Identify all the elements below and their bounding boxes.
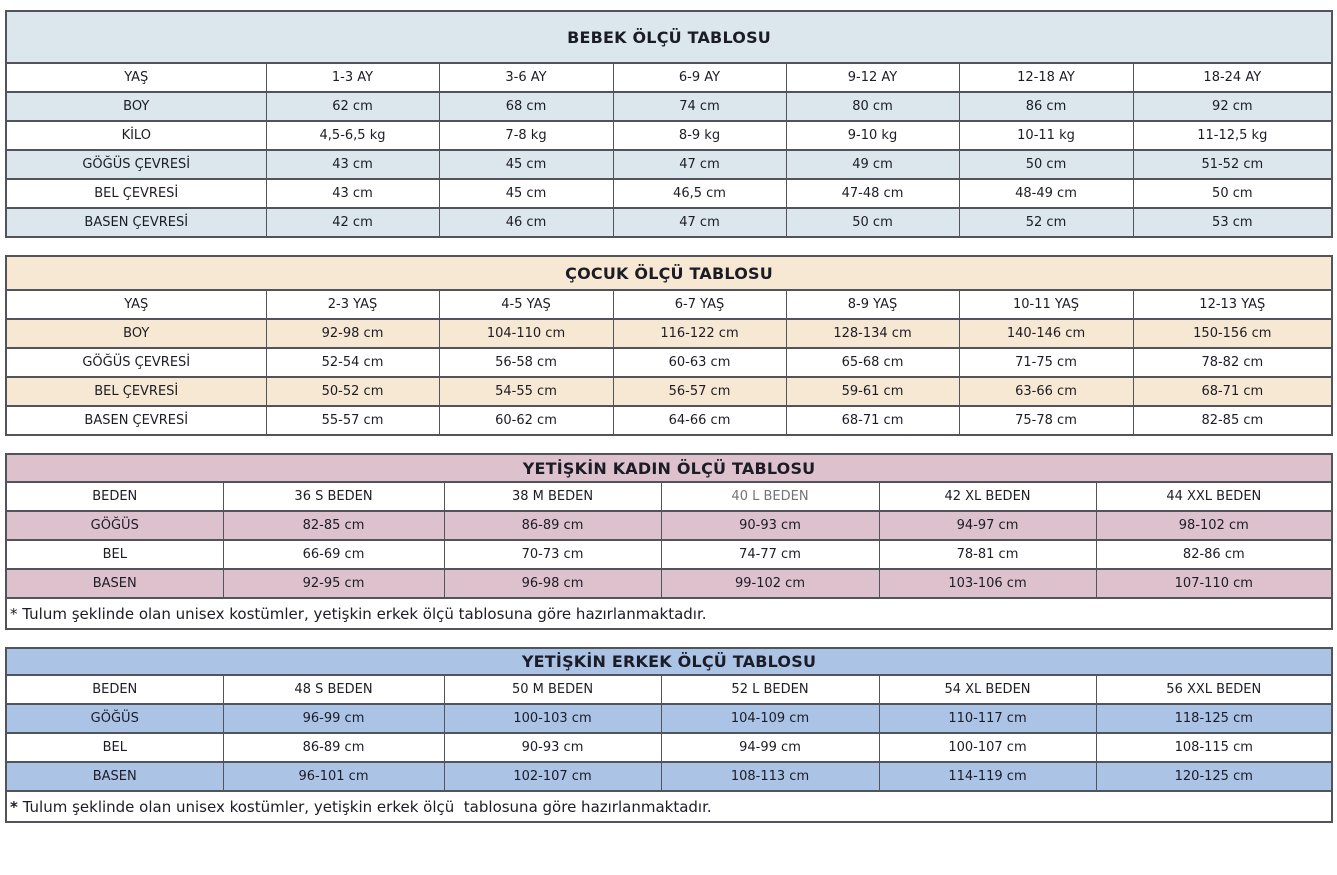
column-header: 44 XXL BEDEN bbox=[1096, 482, 1332, 511]
measurement-cell: 82-86 cm bbox=[1096, 540, 1332, 569]
measurement-cell: 82-85 cm bbox=[1133, 406, 1332, 435]
measurement-cell: 86-89 cm bbox=[444, 511, 661, 540]
row-label: BEDEN bbox=[6, 675, 223, 704]
measurement-cell: 94-99 cm bbox=[661, 733, 879, 762]
row-label: BOY bbox=[6, 319, 266, 348]
column-header: 8-9 YAŞ bbox=[786, 290, 959, 319]
measurement-cell: 47 cm bbox=[613, 150, 786, 179]
measurement-cell: 56-57 cm bbox=[613, 377, 786, 406]
column-header: 56 XXL BEDEN bbox=[1096, 675, 1332, 704]
measurement-cell: 108-113 cm bbox=[661, 762, 879, 791]
row-label: GÖĞÜS ÇEVRESİ bbox=[6, 348, 266, 377]
header-row bbox=[6, 675, 1332, 704]
measurement-cell: 140-146 cm bbox=[959, 319, 1133, 348]
measurement-cell: 8-9 kg bbox=[613, 121, 786, 150]
measurement-cell: 108-115 cm bbox=[1096, 733, 1332, 762]
measurement-cell: 99-102 cm bbox=[661, 569, 879, 598]
table-row bbox=[6, 733, 1332, 762]
measurement-cell: 10-11 kg bbox=[959, 121, 1133, 150]
measurement-cell: 55-57 cm bbox=[266, 406, 439, 435]
table-row bbox=[6, 348, 1332, 377]
measurement-cell: 47-48 cm bbox=[786, 179, 959, 208]
measurement-cell: 150-156 cm bbox=[1133, 319, 1332, 348]
table-title: BEBEK ÖLÇÜ TABLOSU bbox=[6, 11, 1332, 63]
column-header: 50 M BEDEN bbox=[444, 675, 661, 704]
row-label: BASEN ÇEVRESİ bbox=[6, 208, 266, 237]
table-row bbox=[6, 511, 1332, 540]
row-label: GÖĞÜS ÇEVRESİ bbox=[6, 150, 266, 179]
measurement-cell: 92 cm bbox=[1133, 92, 1332, 121]
row-label: BEL ÇEVRESİ bbox=[6, 179, 266, 208]
measurement-cell: 54-55 cm bbox=[439, 377, 613, 406]
measurement-cell: 53 cm bbox=[1133, 208, 1332, 237]
footnote-asterisk: * bbox=[10, 797, 18, 816]
footnote-text: Tulum şeklinde olan unisex kostümler, yetişkin erkek ölçü tablosuna göre hazırlanmaktadır. bbox=[22, 604, 707, 623]
measurement-cell: 92-98 cm bbox=[266, 319, 439, 348]
column-header: 10-11 YAŞ bbox=[959, 290, 1133, 319]
column-header: 12-18 AY bbox=[959, 63, 1133, 92]
row-label: YAŞ bbox=[6, 63, 266, 92]
table-row bbox=[6, 92, 1332, 121]
table-row bbox=[6, 179, 1332, 208]
measurement-cell: 102-107 cm bbox=[444, 762, 661, 791]
measurement-cell: 78-82 cm bbox=[1133, 348, 1332, 377]
row-label: KİLO bbox=[6, 121, 266, 150]
measurement-cell: 90-93 cm bbox=[444, 733, 661, 762]
measurement-cell: 43 cm bbox=[266, 150, 439, 179]
measurement-cell: 118-125 cm bbox=[1096, 704, 1332, 733]
measurement-cell: 86 cm bbox=[959, 92, 1133, 121]
measurement-cell: 96-101 cm bbox=[223, 762, 444, 791]
measurement-cell: 104-110 cm bbox=[439, 319, 613, 348]
measurement-cell: 52 cm bbox=[959, 208, 1133, 237]
measurement-cell: 42 cm bbox=[266, 208, 439, 237]
yetiskin-erkek-olcu-tablosu bbox=[5, 647, 1333, 823]
measurement-cell: 45 cm bbox=[439, 179, 613, 208]
table-row bbox=[6, 406, 1332, 435]
measurement-cell: 7-8 kg bbox=[439, 121, 613, 150]
measurement-cell: 80 cm bbox=[786, 92, 959, 121]
row-label: YAŞ bbox=[6, 290, 266, 319]
column-header: 6-9 AY bbox=[613, 63, 786, 92]
measurement-cell: 107-110 cm bbox=[1096, 569, 1332, 598]
column-header: 12-13 YAŞ bbox=[1133, 290, 1332, 319]
table-title: YETİŞKİN KADIN ÖLÇÜ TABLOSU bbox=[6, 454, 1332, 482]
row-label: BEL bbox=[6, 540, 223, 569]
measurement-cell: 50 cm bbox=[1133, 179, 1332, 208]
row-label: BASEN ÇEVRESİ bbox=[6, 406, 266, 435]
measurement-cell: 94-97 cm bbox=[879, 511, 1096, 540]
measurement-cell: 96-99 cm bbox=[223, 704, 444, 733]
table-row bbox=[6, 150, 1332, 179]
table-row bbox=[6, 121, 1332, 150]
yetiskin-kadin-olcu-tablosu bbox=[5, 453, 1333, 630]
measurement-cell: 50 cm bbox=[786, 208, 959, 237]
bebek-olcu-tablosu bbox=[5, 10, 1333, 238]
measurement-cell: 50-52 cm bbox=[266, 377, 439, 406]
table-footnote bbox=[6, 598, 1332, 629]
measurement-cell: 114-119 cm bbox=[879, 762, 1096, 791]
footnote-asterisk: * bbox=[10, 604, 18, 623]
row-label: BEL ÇEVRESİ bbox=[6, 377, 266, 406]
row-label: BEL bbox=[6, 733, 223, 762]
column-header: 18-24 AY bbox=[1133, 63, 1332, 92]
measurement-cell: 52-54 cm bbox=[266, 348, 439, 377]
table-row bbox=[6, 208, 1332, 237]
measurement-cell: 9-10 kg bbox=[786, 121, 959, 150]
column-header: 1-3 AY bbox=[266, 63, 439, 92]
measurement-cell: 60-63 cm bbox=[613, 348, 786, 377]
measurement-cell: 100-107 cm bbox=[879, 733, 1096, 762]
measurement-cell: 51-52 cm bbox=[1133, 150, 1332, 179]
measurement-cell: 43 cm bbox=[266, 179, 439, 208]
column-header: 3-6 AY bbox=[439, 63, 613, 92]
measurement-cell: 74 cm bbox=[613, 92, 786, 121]
measurement-cell: 116-122 cm bbox=[613, 319, 786, 348]
measurement-cell: 90-93 cm bbox=[661, 511, 879, 540]
measurement-cell: 120-125 cm bbox=[1096, 762, 1332, 791]
measurement-cell: 78-81 cm bbox=[879, 540, 1096, 569]
column-header: 4-5 YAŞ bbox=[439, 290, 613, 319]
column-header: 2-3 YAŞ bbox=[266, 290, 439, 319]
measurement-cell: 86-89 cm bbox=[223, 733, 444, 762]
table-row bbox=[6, 762, 1332, 791]
measurement-cell: 64-66 cm bbox=[613, 406, 786, 435]
measurement-cell: 70-73 cm bbox=[444, 540, 661, 569]
column-header: 42 XL BEDEN bbox=[879, 482, 1096, 511]
table-title: ÇOCUK ÖLÇÜ TABLOSU bbox=[6, 256, 1332, 290]
table-row bbox=[6, 569, 1332, 598]
measurement-cell: 98-102 cm bbox=[1096, 511, 1332, 540]
measurement-cell: 49 cm bbox=[786, 150, 959, 179]
table-row bbox=[6, 704, 1332, 733]
header-row bbox=[6, 63, 1332, 92]
measurement-cell: 45 cm bbox=[439, 150, 613, 179]
header-row bbox=[6, 290, 1332, 319]
measurement-cell: 47 cm bbox=[613, 208, 786, 237]
measurement-cell: 11-12,5 kg bbox=[1133, 121, 1332, 150]
measurement-cell: 46 cm bbox=[439, 208, 613, 237]
measurement-cell: 66-69 cm bbox=[223, 540, 444, 569]
measurement-cell: 74-77 cm bbox=[661, 540, 879, 569]
column-header: 9-12 AY bbox=[786, 63, 959, 92]
measurement-cell: 104-109 cm bbox=[661, 704, 879, 733]
table-footnote bbox=[6, 791, 1332, 822]
measurement-cell: 59-61 cm bbox=[786, 377, 959, 406]
column-header: 54 XL BEDEN bbox=[879, 675, 1096, 704]
row-label: BASEN bbox=[6, 762, 223, 791]
row-label: GÖĞÜS bbox=[6, 511, 223, 540]
measurement-cell: 48-49 cm bbox=[959, 179, 1133, 208]
column-header: 52 L BEDEN bbox=[661, 675, 879, 704]
measurement-cell: 110-117 cm bbox=[879, 704, 1096, 733]
measurement-cell: 46,5 cm bbox=[613, 179, 786, 208]
column-header: 6-7 YAŞ bbox=[613, 290, 786, 319]
measurement-cell: 68-71 cm bbox=[1133, 377, 1332, 406]
measurement-cell: 100-103 cm bbox=[444, 704, 661, 733]
measurement-cell: 4,5-6,5 kg bbox=[266, 121, 439, 150]
row-label: BEDEN bbox=[6, 482, 223, 511]
measurement-cell: 68-71 cm bbox=[786, 406, 959, 435]
measurement-cell: 68 cm bbox=[439, 92, 613, 121]
measurement-cell: 103-106 cm bbox=[879, 569, 1096, 598]
table-title: YETİŞKİN ERKEK ÖLÇÜ TABLOSU bbox=[6, 648, 1332, 675]
measurement-cell: 71-75 cm bbox=[959, 348, 1133, 377]
measurement-cell: 62 cm bbox=[266, 92, 439, 121]
column-header: 38 M BEDEN bbox=[444, 482, 661, 511]
footnote-text: Tulum şeklinde olan unisex kostümler, yetişkin erkek ölçü tablosuna göre hazırlanmaktadır. bbox=[22, 797, 712, 816]
header-row bbox=[6, 482, 1332, 511]
measurement-cell: 65-68 cm bbox=[786, 348, 959, 377]
measurement-cell: 75-78 cm bbox=[959, 406, 1133, 435]
table-row bbox=[6, 377, 1332, 406]
column-header: 48 S BEDEN bbox=[223, 675, 444, 704]
measurement-cell: 82-85 cm bbox=[223, 511, 444, 540]
column-header: 36 S BEDEN bbox=[223, 482, 444, 511]
measurement-cell: 56-58 cm bbox=[439, 348, 613, 377]
measurement-cell: 50 cm bbox=[959, 150, 1133, 179]
row-label: GÖĞÜS bbox=[6, 704, 223, 733]
column-header: 40 L BEDEN bbox=[661, 482, 879, 511]
measurement-cell: 128-134 cm bbox=[786, 319, 959, 348]
row-label: BOY bbox=[6, 92, 266, 121]
measurement-cell: 96-98 cm bbox=[444, 569, 661, 598]
table-row bbox=[6, 540, 1332, 569]
measurement-cell: 60-62 cm bbox=[439, 406, 613, 435]
table-row bbox=[6, 319, 1332, 348]
measurement-cell: 92-95 cm bbox=[223, 569, 444, 598]
row-label: BASEN bbox=[6, 569, 223, 598]
cocuk-olcu-tablosu bbox=[5, 255, 1333, 436]
measurement-cell: 63-66 cm bbox=[959, 377, 1133, 406]
